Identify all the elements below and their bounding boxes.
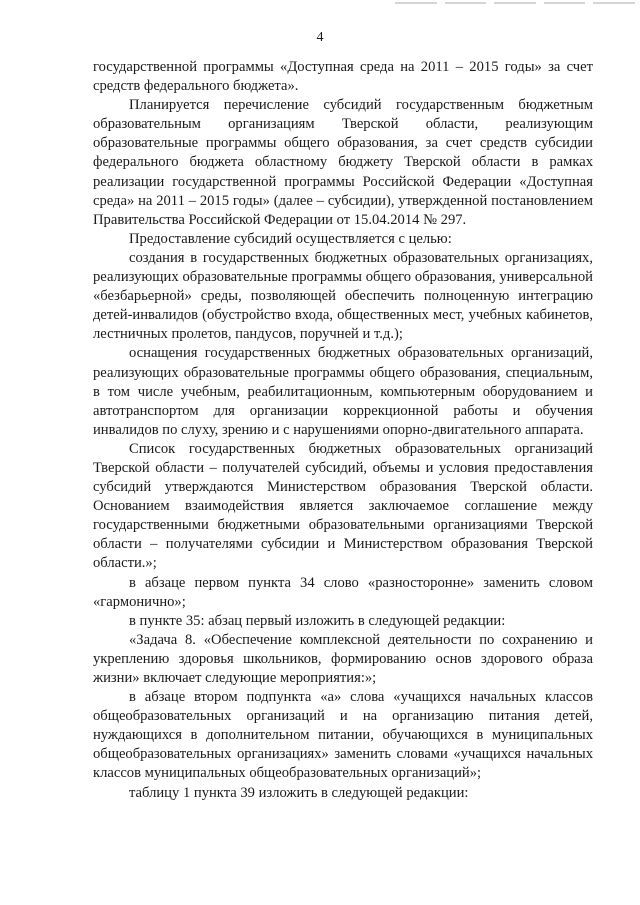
paragraph-purpose-equipment: оснащения государственных бюджетных образовательных организаций, реализующих образовательные программы общего образования, специальным, в том числе учебным, реабилитационным, компьютерным оборудованием и автотранспортом для организации коррекционной работы и обучения инвалидов по слуху, зрению и с нарушениями опорно-двигательного аппарата. (93, 345, 593, 438)
document-body (93, 58, 593, 803)
paragraph-continuation: государственной программы «Доступная среда на 2011 – 2015 годы» за счет средств федерального бюджета». (93, 59, 593, 95)
scan-artifact-marks (395, 2, 635, 7)
paragraph-table-1-intro: таблицу 1 пункта 39 изложить в следующей редакции: (129, 784, 469, 801)
paragraph-amendment-35: в пункте 35: абзац первый изложить в следующей редакции: (129, 612, 506, 629)
paragraph-task-8: «Задача 8. «Обеспечение комплексной деятельности по сохранению и укреплению здоровья школьников, формированию основ здорового образа жизни» включает следующие мероприятия:»; (93, 631, 593, 686)
page-number: 4 (316, 30, 324, 45)
paragraph-purpose-intro: Предоставление субсидий осуществляется с целью: (129, 230, 452, 247)
paragraph-purpose-creation: создания в государственных бюджетных образовательных организациях, реализующих образовательные программы общего образования, универсальной «безбарьерной» среды, позволяющей обеспечить полноценную интеграцию детей-инвалидов (обустройство входа, общественных мест, учебных кабинетов, лестничных пролетов, пандусов, поручней и т.д.); (93, 249, 593, 343)
paragraph-recipients-list: Список государственных бюджетных образовательных организаций Тверской области – получателей субсидий, объемы и условия предоставления субсидий утверждаются Министерством образования Тверской области. Основанием взаимодействия является заключаемое соглашение между государственными бюджетными образовательными организациями Тверской области – получателями субсидии и Министерством образования Тверской области.»; (93, 440, 593, 572)
paragraph-subsidy-plan: Планируется перечисление субсидий государственным бюджетным образовательным организациям Тверской области, реализующим образовательные программы общего образования, за счет средств субсидии федерального бюджета областному бюджету Тверской области в рамках реализации государственной программы Российской Федерации «Доступная среда» на 2011 – 2015 годы» (далее – субсидии), утвержденной постановлением Правительства Российской Федерации от 15.04.2014 № 297. (93, 97, 593, 228)
paragraph-amendment-subpoint-a: в абзаце втором подпункта «а» слова «учащихся начальных классов общеобразовательных организаций и на организацию питания детей, нуждающихся в дополнительном питании, обучающихся в муниципальных общеобразовательных организациях» заменить словами «учащихся начальных классов муниципальных общеобразовательных организаций»; (93, 689, 593, 782)
paragraph-amendment-34: в абзаце первом пункта 34 слово «разносторонне» заменить словом «гармонично»; (93, 574, 593, 610)
